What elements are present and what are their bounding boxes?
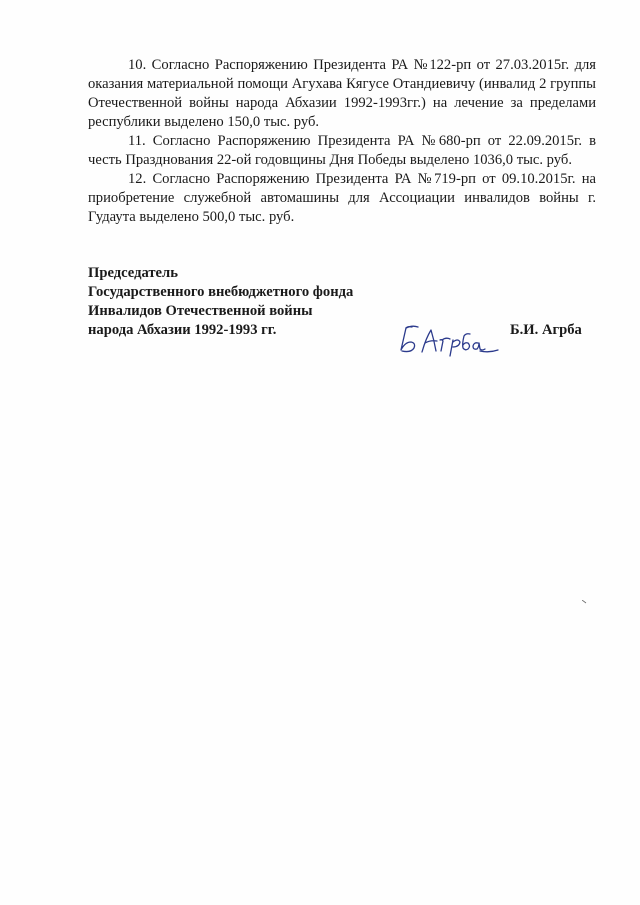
signatory-title-block bbox=[88, 264, 398, 340]
signatory-title-line: Государственного внебюджетного фонда bbox=[88, 284, 354, 300]
signatory-title-line: народа Абхазии 1992-1993 гг. bbox=[88, 322, 277, 338]
handwritten-signature bbox=[396, 318, 500, 360]
paragraph-item-12: 12. Согласно Распоряжению Президента РА №719-рп от 09.10.2015г. на приобретение служебной автомашины для Ассоциации инвалидов войны г. Гудаута выделено 500,0 тыс. руб. bbox=[88, 171, 596, 225]
paragraph-item-11: 11. Согласно Распоряжению Президента РА №680-рп от 22.09.2015г. в честь Празднования 22-ой годовщины Дня Победы выделено 1036,0 тыс. руб. bbox=[88, 133, 596, 168]
paragraph-item-10: 10. Согласно Распоряжению Президента РА №122-рп от 27.03.2015г. для оказания материальной помощи Агухава Кягусе Отандиевичу (инвалид 2 группы Отечественной войны народа Абхазии 1992-1993гг.) на лечение за пределами республики выделено 150,0 тыс. руб. bbox=[88, 57, 596, 130]
scan-speck bbox=[582, 600, 587, 604]
signatory-title-line: Председатель bbox=[88, 265, 178, 281]
signer-name: Б.И. Агрба bbox=[510, 322, 582, 338]
document-body bbox=[88, 56, 596, 227]
signatory-title-line: Инвалидов Отечественной войны bbox=[88, 303, 313, 319]
